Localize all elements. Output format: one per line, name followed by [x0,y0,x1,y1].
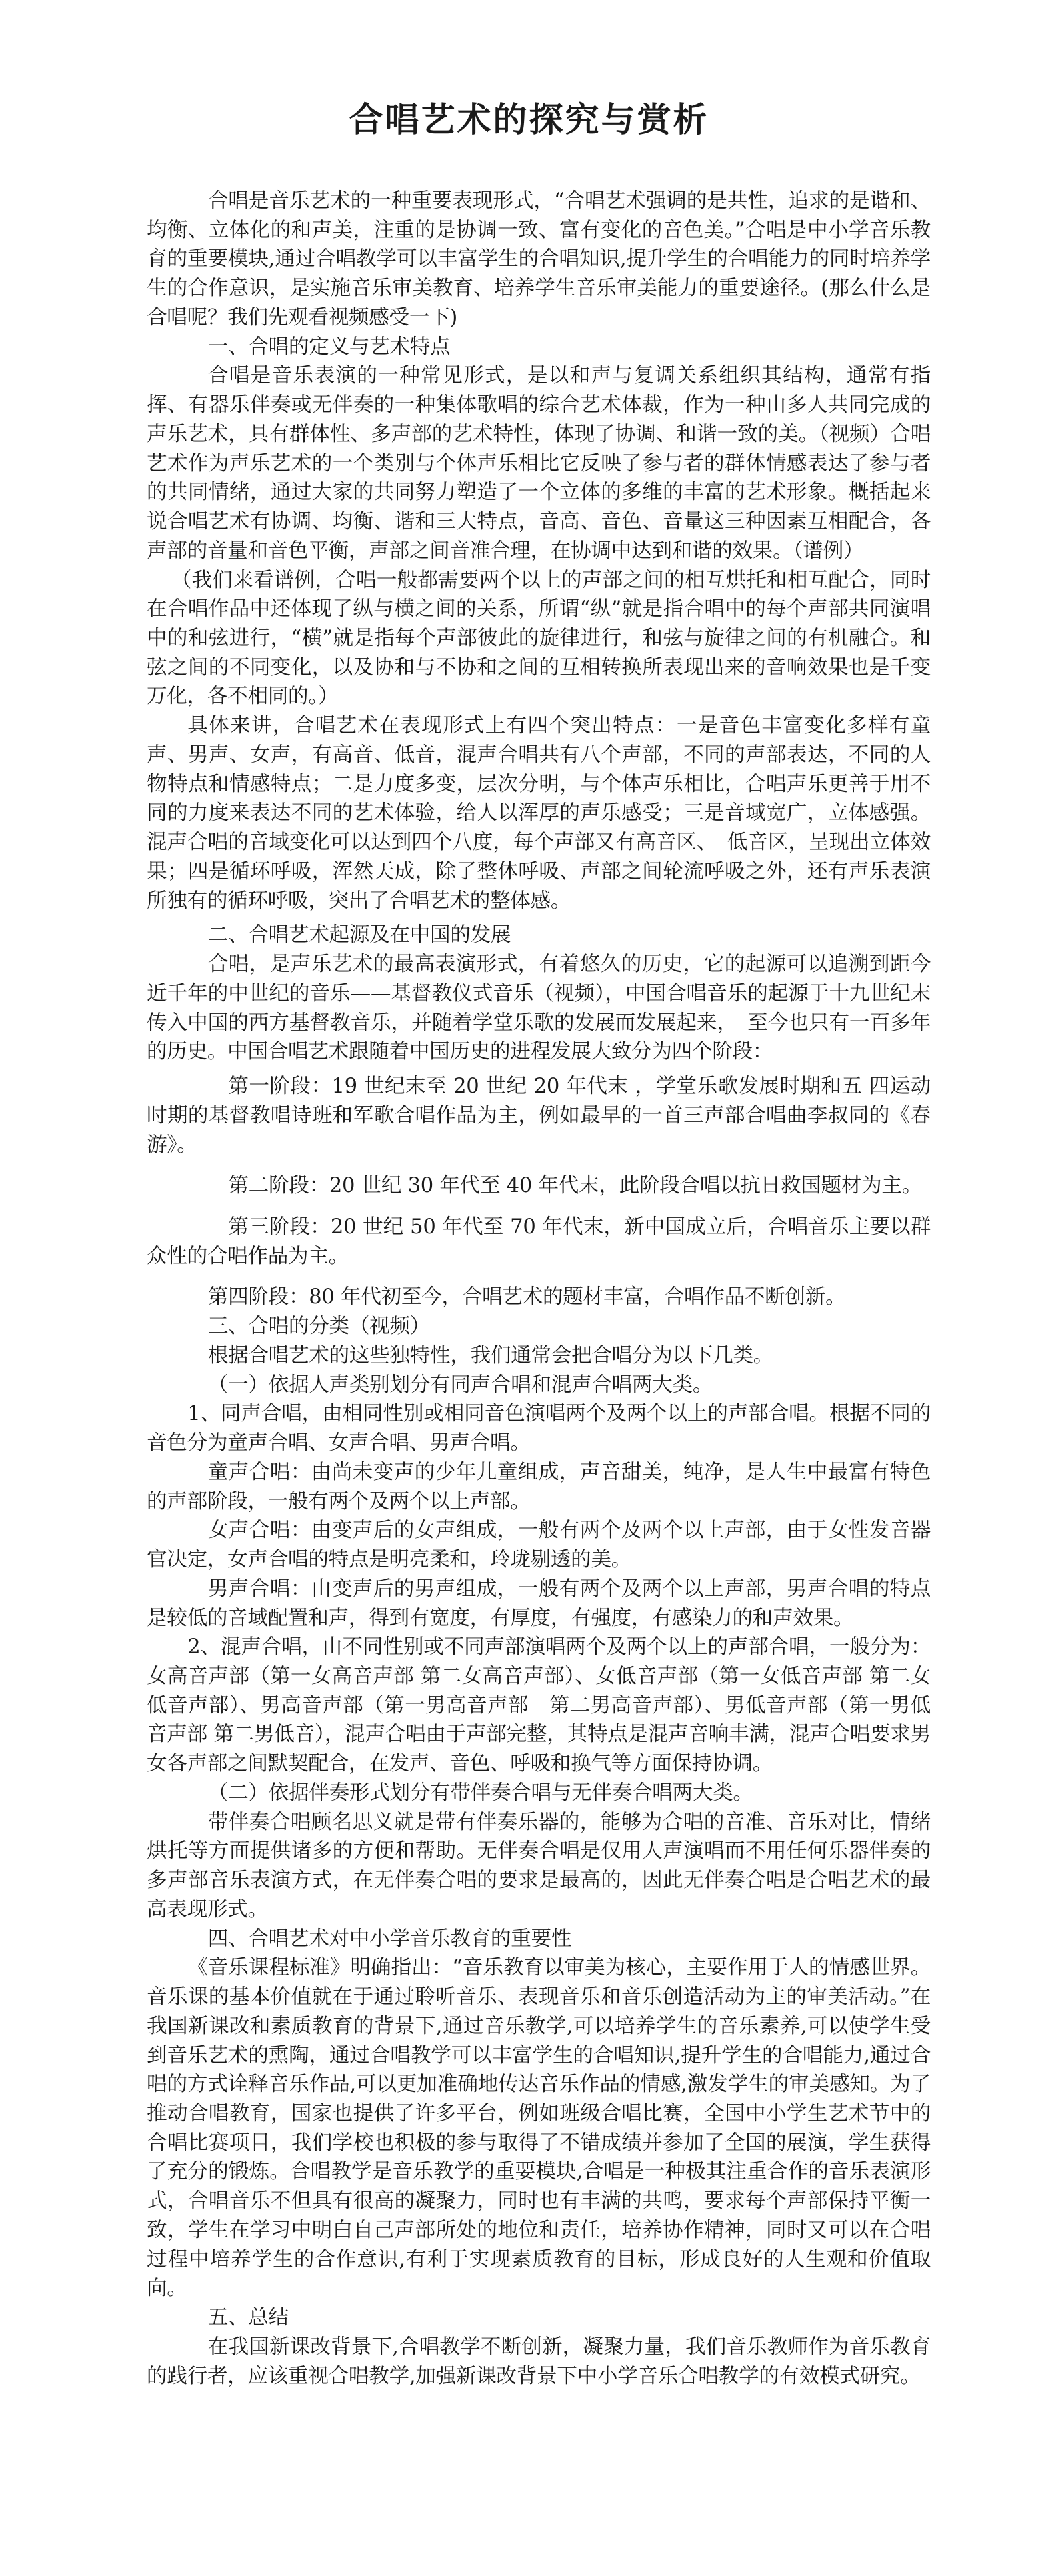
paragraph-accompaniment: 带伴奏合唱顾名思义就是带有伴奏乐器的，能够为合唱的音准、音乐对比，情绪烘托等方面提供诸多的方便和帮助。无伴奏合唱是仅用人声演唱而不用任何乐器伴奏的多声部音乐表演方式，在无伴奏合唱的要求是最高的，因此无伴奏合唱是合唱艺术的最高表现形式。 [147,1810,931,1921]
paragraph-origin: 合唱，是声乐艺术的最高表演形式，有着悠久的历史，它的起源可以追溯到距今近千年的中世纪的音乐——基督教仪式音乐（视频），中国合唱音乐的起源于十九世纪末传入中国的西方基督教音乐，并随着学堂乐歌的发展而发展起来， 至今也只有一百多年的历史。中国合唱艺术跟随着中国历史的进程发展大致分为四个阶段： [147,953,931,1064]
stage-4: 第四阶段：80 年代初至今，合唱艺术的题材丰富，合唱作品不断创新。 [207,1285,846,1309]
section-heading-1: 一、合唱的定义与艺术特点 [207,335,451,359]
section-heading-3: 三、合唱的分类（视频） [207,1315,431,1339]
paragraph-equal-voice: 1、同声合唱，由相同性别或相同音色演唱两个及两个以上的声部合唱。根据不同的音色分为童声合唱、女声合唱、男声合唱。 [147,1402,931,1455]
section-heading-5: 五、总结 [207,2306,289,2330]
document-body [147,187,931,2391]
intro-paragraph: 合唱是音乐艺术的一种重要表现形式，“合唱艺术强调的是共性，追求的是谐和、均衡、立体化的和声美，注重的是协调一致、富有变化的音色美。”合唱是中小学音乐教育的重要模块,通过合唱教学可以丰富学生的合唱知识,提升学生的合唱能力的同时培养学生的合作意识，是实施音乐审美教育、培养学生音乐审美能力的重要途径。(那么什么是合唱呢？我们先观看视频感受一下) [147,189,931,329]
subheading-accompaniment: （二）依据伴奏形式划分有带伴奏合唱与无伴奏合唱两大类。 [207,1781,753,1805]
paragraph-importance: 《音乐课程标准》明确指出：“音乐教育以审美为核心，主要作用于人的情感世界。音乐课的基本价值就在于通过聆听音乐、表现音乐和音乐创造活动为主的审美活动。”在我国新课改和素质教育的背景下,通过音乐教学,可以培养学生的音乐素养,可以使学生受到音乐艺术的熏陶，通过合唱教学可以丰富学生的合唱知识,提升学生的合唱能力,通过合唱的方式诠释音乐作品,可以更加准确地传达音乐作品的情感,激发学生的审美感知。为了推动合唱教育，国家也提供了许多平台，例如班级合唱比赛，全国中小学生艺术节中的合唱比赛项目，我们学校也积极的参与取得了不错成绩并参加了全国的展演，学生获得了充分的锻炼。合唱教学是音乐教学的重要模块,合唱是一种极其注重合作的音乐表演形式，合唱音乐不但具有很高的凝聚力，同时也有丰满的共鸣，要求每个声部保持平衡一致，学生在学习中明白自己声部所处的地位和责任，培养协作精神，同时又可以在合唱过程中培养学生的合作意识,有利于实现素质教育的目标，形成良好的人生观和价值取向。 [147,1956,931,2301]
stage-1: 第一阶段：19 世纪末至 20 世纪 20 年代末 ，学堂乐歌发展时期和五 四运动时期的基督教唱诗班和军歌合唱作品为主，例如最早的一首三声部合唱曲李叔同的《春游》。 [147,1075,931,1157]
section-heading-4: 四、合唱艺术对中小学音乐教育的重要性 [207,1927,572,1951]
document-title: 合唱艺术的探究与赏析 [349,100,709,140]
section-heading-2: 二、合唱艺术起源及在中国的发展 [207,923,511,947]
paragraph-classification: 根据合唱艺术的这些独特性，我们通常会把合唱分为以下几类。 [207,1343,774,1367]
stage-3: 第三阶段：20 世纪 50 年代至 70 年代末，新中国成立后，合唱音乐主要以群众性的合唱作品为主。 [147,1215,931,1268]
subheading-voice-type: （一）依据人声类别划分有同声合唱和混声合唱两大类。 [207,1373,713,1397]
paragraph-four-features: 具体来讲，合唱艺术在表现形式上有四个突出特点：一是音色丰富变化多样有童声、男声、女声，有高音、低音，混声合唱共有八个声部，不同的声部表达，不同的人物特点和情感特点；二是力度多变，层次分明，与个体声乐相比，合唱声乐更善于用不同的力度来表达不同的艺术体验，给人以浑厚的声乐感受；三是音域宽广，立体感强。混声合唱的音域变化可以达到四个八度，每个声部又有高音区、 低音区，呈现出立体效果；四是循环呼吸，浑然天成，除了整体呼吸、声部之间轮流呼吸之外，还有声乐表演所独有的循环呼吸，突出了合唱艺术的整体感。 [147,714,931,913]
paragraph-male-choir: 男声合唱：由变声后的男声组成，一般有两个及两个以上声部，男声合唱的特点是较低的音域配置和声，得到有宽度，有厚度，有强度，有感染力的和声效果。 [147,1577,931,1630]
paragraph-summary: 在我国新课改背景下,合唱教学不断创新，凝聚力量，我们音乐教师作为音乐教育的践行者，应该重视合唱教学,加强新课改背景下中小学音乐合唱教学的有效模式研究。 [147,2335,931,2388]
paragraph-score-example: （我们来看谱例，合唱一般都需要两个以上的声部之间的相互烘托和相互配合，同时在合唱作品中还体现了纵与横之间的关系，所谓“纵”就是指合唱中的每个声部共同演唱中的和弦进行，“横”就是指每个声部彼此的旋律进行，和弦与旋律之间的有机融合。和弦之间的不同变化，以及协和与不协和之间的互相转换所表现出来的音响效果也是千变万化，各不相同的。） [147,568,931,709]
paragraph-definition: 合唱是音乐表演的一种常见形式，是以和声与复调关系组织其结构，通常有指挥、有器乐伴奏或无伴奏的一种集体歌唱的综合艺术体裁，作为一种由多人共同完成的声乐艺术，具有群体性、多声部的艺术特性，体现了协调、和谐一致的美。（视频）合唱艺术作为声乐艺术的一个类别与个体声乐相比它反映了参与者的群体情感表达了参与者的共同情绪，通过大家的共同努力塑造了一个立体的多维的丰富的艺术形象。概括起来说合唱艺术有协调、均衡、谐和三大特点，音高、音色、音量这三种因素互相配合，各声部的音量和音色平衡，声部之间音准合理，在协调中达到和谐的效果。（谱例） [147,364,931,563]
paragraph-children-choir: 童声合唱：由尚未变声的少年儿童组成，声音甜美，纯净，是人生中最富有特色的声部阶段，一般有两个及两个以上声部。 [147,1460,931,1513]
stage-2: 第二阶段：20 世纪 30 年代至 40 年代末，此阶段合唱以抗日救国题材为主。 [228,1174,923,1198]
paragraph-female-choir: 女声合唱：由变声后的女声组成，一般有两个及两个以上声部，由于女性发音器官决定，女声合唱的特点是明亮柔和，玲珑剔透的美。 [147,1519,931,1572]
paragraph-mixed-choir: 2、混声合唱，由不同性别或不同声部演唱两个及两个以上的声部合唱，一般分为：女高音声部（第一女高音声部 第二女高音声部）、女低音声部（第一女低音声部 第二女低音声部）、男高音声部（第一男高音声部 第二男高音声部）、男低音声部（第一男低音声部 第二男低音），混声合唱由于声部完整，其特点是混声音响丰满，混声合唱要求男女各声部之间默契配合，在发声、音色、呼吸和换气等方面保持协调。 [147,1635,931,1776]
